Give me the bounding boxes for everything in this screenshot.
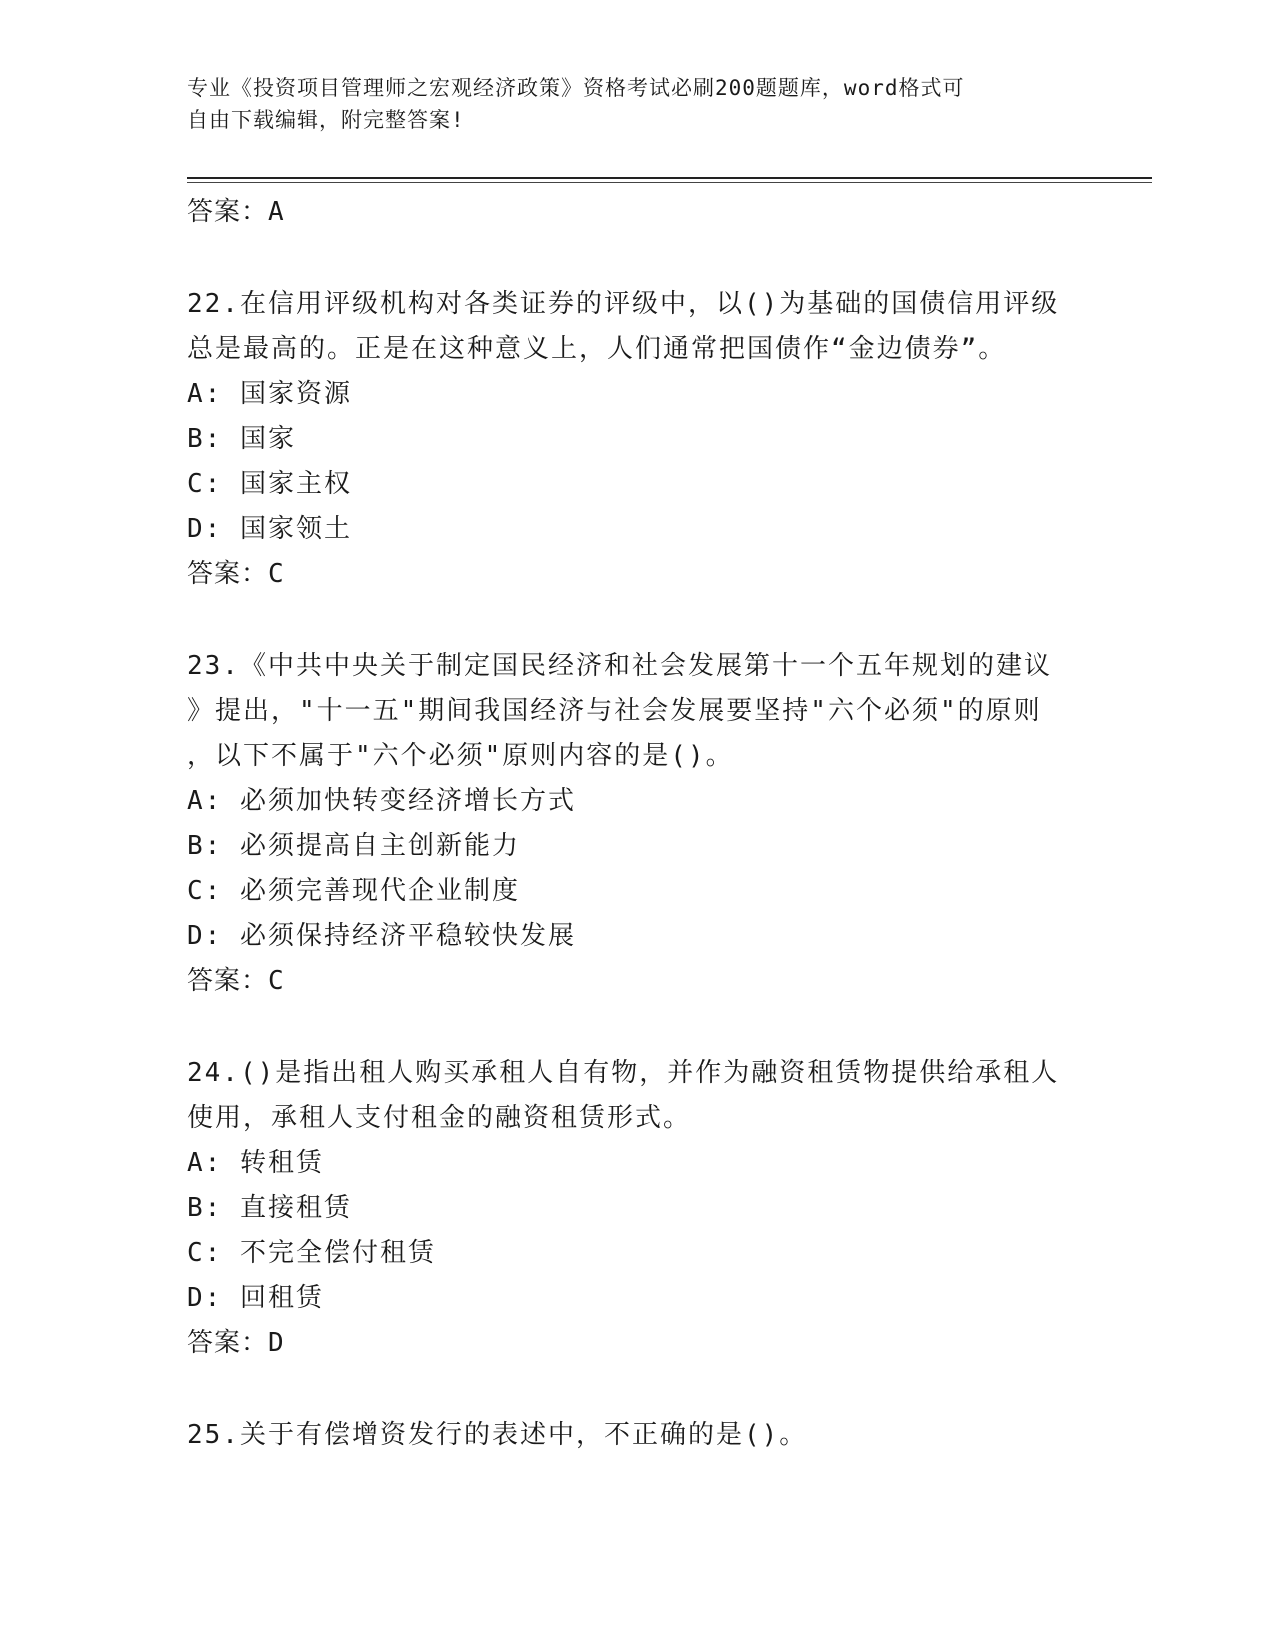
- option-b: B: 国家: [187, 424, 296, 454]
- answer-label: 答案：: [187, 559, 269, 589]
- answer-21: [187, 190, 1087, 235]
- option-d: D: 国家领土: [187, 514, 352, 544]
- answer-label: 答案：: [187, 197, 269, 227]
- answer-value: A: [268, 197, 285, 227]
- header-rule: [187, 177, 1152, 179]
- answer-value: C: [268, 559, 285, 589]
- question-24: [187, 1051, 1087, 1366]
- header-line-1: 专业《投资项目管理师之宏观经济政策》资格考试必刷200题题库，word格式可: [187, 76, 965, 100]
- option-a: A: 转租赁: [187, 1148, 324, 1178]
- option-d: D: 必须保持经济平稳较快发展: [187, 921, 576, 951]
- option-d: D: 回租赁: [187, 1283, 324, 1313]
- question-text-line: 24.()是指出租人购买承租人自有物，并作为融资租赁物提供给承租人: [187, 1058, 1060, 1088]
- question-23: [187, 644, 1087, 1004]
- question-text-line: 使用，承租人支付租金的融资租赁形式。: [187, 1103, 692, 1133]
- header-line-2: 自由下载编辑，附完整答案!: [187, 108, 465, 132]
- option-c: C: 不完全偿付租赁: [187, 1238, 436, 1268]
- question-text-line: 23.《中共中央关于制定国民经济和社会发展第十一个五年规划的建议: [187, 651, 1052, 681]
- question-text-line: ，以下不属于"六个必须"原则内容的是()。: [187, 741, 734, 771]
- header-rule-thin: [187, 182, 1152, 183]
- question-text-line: 总是最高的。正是在这种意义上，人们通常把国债作“金边债券”。: [187, 334, 1007, 364]
- option-b: B: 必须提高自主创新能力: [187, 831, 520, 861]
- answer-value: C: [268, 966, 285, 996]
- question-text-line: 》提出，"十一五"期间我国经济与社会发展要坚持"六个必须"的原则: [187, 696, 1042, 726]
- page-header: [187, 72, 1067, 136]
- question-list: [187, 190, 1087, 1458]
- option-b: B: 直接租赁: [187, 1193, 352, 1223]
- option-c: C: 必须完善现代企业制度: [187, 876, 520, 906]
- question-25: [187, 1413, 1087, 1458]
- question-text-line: 22.在信用评级机构对各类证券的评级中，以()为基础的国债信用评级: [187, 289, 1060, 319]
- option-a: A: 必须加快转变经济增长方式: [187, 786, 576, 816]
- answer-24: [187, 1321, 1087, 1366]
- answer-value: D: [268, 1328, 285, 1358]
- question-22: [187, 282, 1087, 597]
- answer-label: 答案：: [187, 1328, 269, 1358]
- option-a: A: 国家资源: [187, 379, 352, 409]
- answer-22: [187, 552, 1087, 597]
- question-text-line: 25.关于有偿增资发行的表述中，不正确的是()。: [187, 1420, 808, 1450]
- answer-23: [187, 959, 1087, 1004]
- answer-label: 答案：: [187, 966, 269, 996]
- option-c: C: 国家主权: [187, 469, 352, 499]
